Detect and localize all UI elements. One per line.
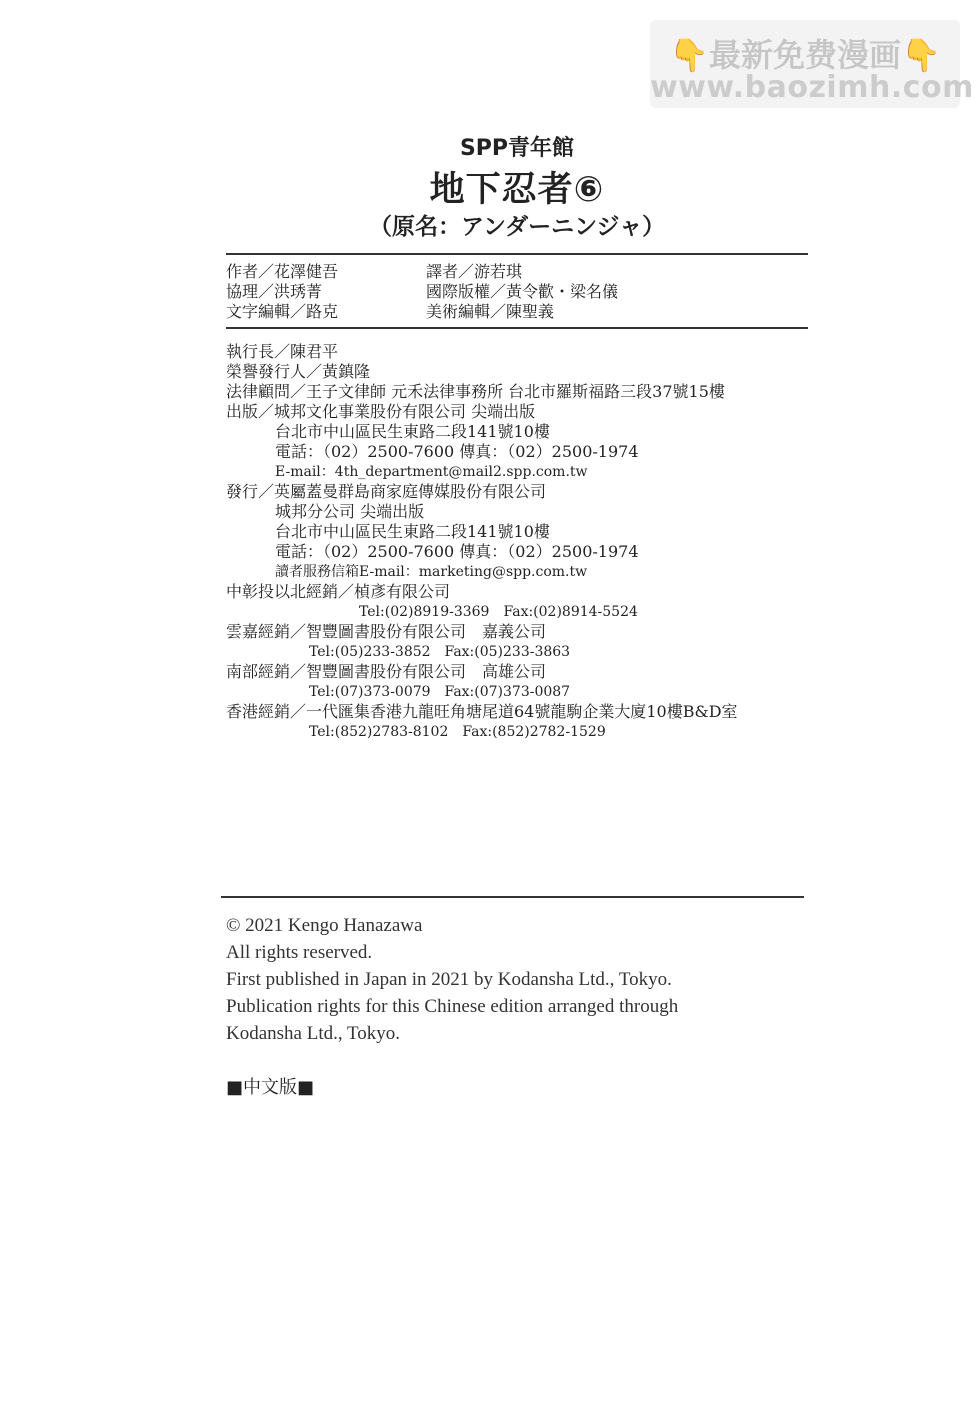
publisher-line: 出版／城邦文化事業股份有限公司 尖端出版	[226, 402, 536, 421]
watermark-text: 最新免费漫画	[708, 36, 901, 74]
credit-line: 譯者／游若琪	[426, 262, 523, 281]
reader-service-email: 讀者服務信箱E-mail：marketing@spp.com.tw	[275, 564, 588, 580]
original-title: （原名：アンダーニンジャ）	[368, 214, 666, 240]
book-title: 地下忍者⑥	[429, 170, 605, 210]
south-distributor-contact: Tel:(07)373-0079 Fax:(07)373-0087	[309, 684, 571, 700]
south-distributor: 南部經銷／智豐圖書股份有限公司 高雄公司	[226, 662, 547, 681]
distributor-line: 發行／英屬蓋曼群島商家庭傳媒股份有限公司	[226, 482, 547, 501]
credit-line: 美術編輯／陳聖義	[426, 302, 555, 321]
distributor-branch: 城邦分公司 尖端出版	[275, 502, 425, 521]
publisher-phone: 電話：（02）2500-7600 傳真：（02）2500-1974	[275, 442, 639, 461]
copyright-line: First published in Japan in 2021 by Kodansha Ltd., Tokyo.	[226, 969, 672, 990]
pointing-down-icon: 👇	[669, 36, 709, 74]
distributor-phone: 電話：（02）2500-7600 傳真：（02）2500-1974	[275, 542, 639, 561]
legal-counsel-line: 法律顧問／王子文律師 元禾法律事務所 台北市羅斯福路三段37號15樓	[226, 382, 725, 401]
credits-left	[226, 262, 338, 322]
ceo-line: 執行長／陳君平	[226, 342, 339, 361]
series-name: SPP青年館	[459, 136, 575, 161]
distributor-address: 台北市中山區民生東路二段141號10樓	[275, 522, 550, 541]
divider-bottom	[221, 896, 804, 898]
credit-line: 作者／花澤健吾	[226, 262, 339, 281]
publisher-info	[226, 342, 738, 742]
copyright-block	[226, 912, 678, 1047]
honorary-publisher-line: 榮譽發行人／黃鎮隆	[226, 362, 371, 381]
pointing-down-icon: 👇	[901, 36, 941, 74]
hk-distributor: 香港經銷／一代匯集香港九龍旺角塘尾道64號龍駒企業大廈10樓B&D室	[226, 702, 738, 721]
chiayi-distributor-contact: Tel:(05)233-3852 Fax:(05)233-3863	[309, 644, 571, 660]
copyright-line: Publication rights for this Chinese edition arranged through	[226, 996, 679, 1017]
divider-middle	[226, 327, 808, 329]
watermark-url[interactable]: www.baozimh.com	[650, 70, 974, 105]
copyright-line: All rights reserved.	[226, 942, 373, 963]
copyright-line: Kodansha Ltd., Tokyo.	[226, 1023, 401, 1044]
credits-right	[426, 262, 618, 322]
divider-top	[226, 253, 808, 255]
credit-line: 國際版權／黃令歡・梁名儀	[426, 282, 619, 301]
chiayi-distributor: 雲嘉經銷／智豐圖書股份有限公司 嘉義公司	[226, 622, 547, 641]
watermark-banner[interactable]	[650, 20, 974, 108]
edition-label: ■中文版■	[226, 1077, 315, 1098]
credit-line: 協理／洪琇菁	[226, 282, 323, 301]
publisher-email: E-mail：4th_department@mail2.spp.com.tw	[275, 464, 588, 480]
north-distributor: 中彰投以北經銷／楨彥有限公司	[226, 582, 451, 601]
publisher-address: 台北市中山區民生東路二段141號10樓	[275, 422, 550, 441]
copyright-line: © 2021 Kengo Hanazawa	[226, 915, 423, 936]
north-distributor-contact: Tel:(02)8919-3369 Fax:(02)8914-5524	[359, 604, 638, 620]
hk-distributor-contact: Tel:(852)2783-8102 Fax:(852)2782-1529	[309, 724, 606, 740]
credit-line: 文字編輯／路克	[226, 302, 339, 321]
